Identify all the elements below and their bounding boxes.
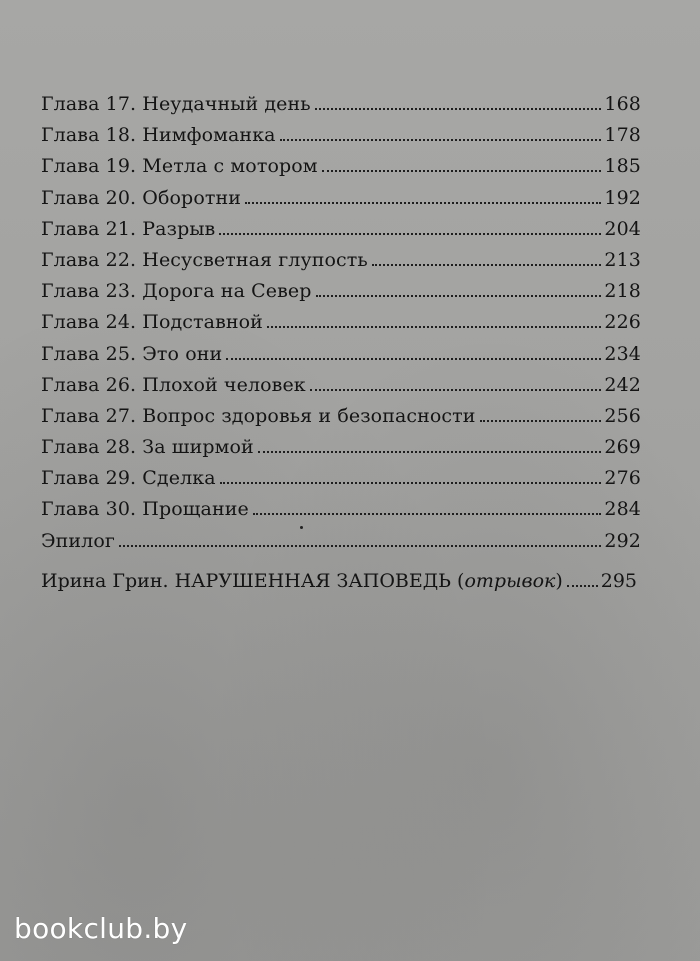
toc-leader-dots	[480, 420, 602, 422]
toc-entry-title: Глава 28. За ширмой	[41, 436, 254, 459]
toc-entry-page: 292	[604, 529, 641, 552]
toc-entry	[41, 401, 641, 432]
toc-entry-page: 269	[604, 436, 641, 459]
appendix-entry	[41, 566, 637, 597]
toc-entry-page: 178	[604, 124, 641, 147]
toc-leader-dots	[119, 545, 601, 547]
toc-entry-title: Глава 20. Оборотни	[41, 186, 241, 209]
toc-leader-dots	[267, 326, 601, 328]
toc-leader-dots	[253, 513, 602, 515]
toc-leader-dots	[258, 451, 602, 453]
toc-entry	[41, 494, 641, 525]
toc-entry	[41, 120, 641, 151]
appendix-entry-title	[41, 566, 563, 597]
toc-entry	[41, 276, 641, 307]
toc-entry-page: 168	[604, 93, 641, 115]
toc-entry-page: 242	[604, 373, 641, 396]
toc-entry-title: Глава 21. Разрыв	[41, 217, 216, 240]
table-of-contents	[41, 89, 641, 557]
toc-leader-dots	[372, 264, 602, 266]
toc-leader-dots	[280, 139, 602, 141]
toc-leader-dots	[567, 585, 598, 587]
toc-leader-dots	[315, 108, 602, 110]
toc-entry-page: 218	[604, 280, 641, 303]
toc-entry	[41, 526, 641, 557]
toc-entry	[41, 89, 641, 120]
toc-entry-title: Эпилог	[41, 529, 115, 552]
toc-entry-page: 234	[604, 342, 641, 365]
toc-entry	[41, 214, 641, 245]
toc-leader-dots	[310, 389, 602, 391]
toc-entry-page: 185	[604, 155, 641, 178]
toc-leader-dots	[322, 170, 602, 172]
toc-entry-page: 226	[604, 311, 641, 334]
toc-entry	[41, 463, 641, 494]
toc-entry-title: Глава 25. Это они	[41, 342, 223, 365]
toc-entry-title: Глава 26. Плохой человек	[41, 373, 306, 396]
toc-entry-page: 256	[604, 404, 641, 427]
toc-entry	[41, 339, 641, 370]
toc-entry	[41, 245, 641, 276]
toc-entry-page: 213	[604, 248, 641, 271]
toc-entry-title: Глава 30. Прощание	[41, 498, 249, 521]
appendix-note-close: )	[555, 570, 563, 592]
toc-leader-dots	[226, 358, 601, 360]
appendix-note: отрывок	[464, 570, 556, 592]
appendix-author: Ирина Грин.	[41, 570, 169, 592]
site-watermark: bookclub.by	[14, 912, 188, 945]
toc-entry-title: Глава 19. Метла с мотором	[41, 155, 318, 178]
toc-leader-dots	[245, 202, 601, 204]
toc-entry-page: 284	[604, 498, 641, 521]
appendix-note-open: (	[457, 570, 465, 592]
toc-entry-title: Глава 29. Сделка	[41, 467, 216, 490]
toc-leader-dots	[220, 482, 602, 484]
toc-leader-dots	[219, 233, 601, 235]
toc-entry	[41, 432, 641, 463]
appendix-work: НАРУШЕННАЯ ЗАПОВЕДЬ	[174, 570, 451, 592]
toc-leader-dots	[316, 295, 602, 297]
toc-entry-title: Глава 22. Несусветная глупость	[41, 248, 368, 271]
toc-entry	[41, 370, 641, 401]
toc-entry	[41, 151, 641, 182]
toc-entry-page: 192	[604, 186, 641, 209]
appendix-entry-page: 295	[600, 570, 637, 592]
toc-entry-title: Глава 18. Нимфоманка	[41, 124, 276, 147]
toc-entry-title: Глава 27. Вопрос здоровья и безопасности	[41, 404, 476, 427]
toc-entry-title: Глава 24. Подставной	[41, 311, 263, 334]
toc-entry	[41, 307, 641, 338]
toc-entry-page: 276	[604, 467, 641, 490]
print-speck	[300, 526, 303, 529]
toc-entry-title: Глава 17. Неудачный день	[41, 93, 311, 115]
toc-entry-title: Глава 23. Дорога на Север	[41, 280, 312, 303]
toc-entry-page: 204	[604, 217, 641, 240]
toc-entry	[41, 183, 641, 214]
